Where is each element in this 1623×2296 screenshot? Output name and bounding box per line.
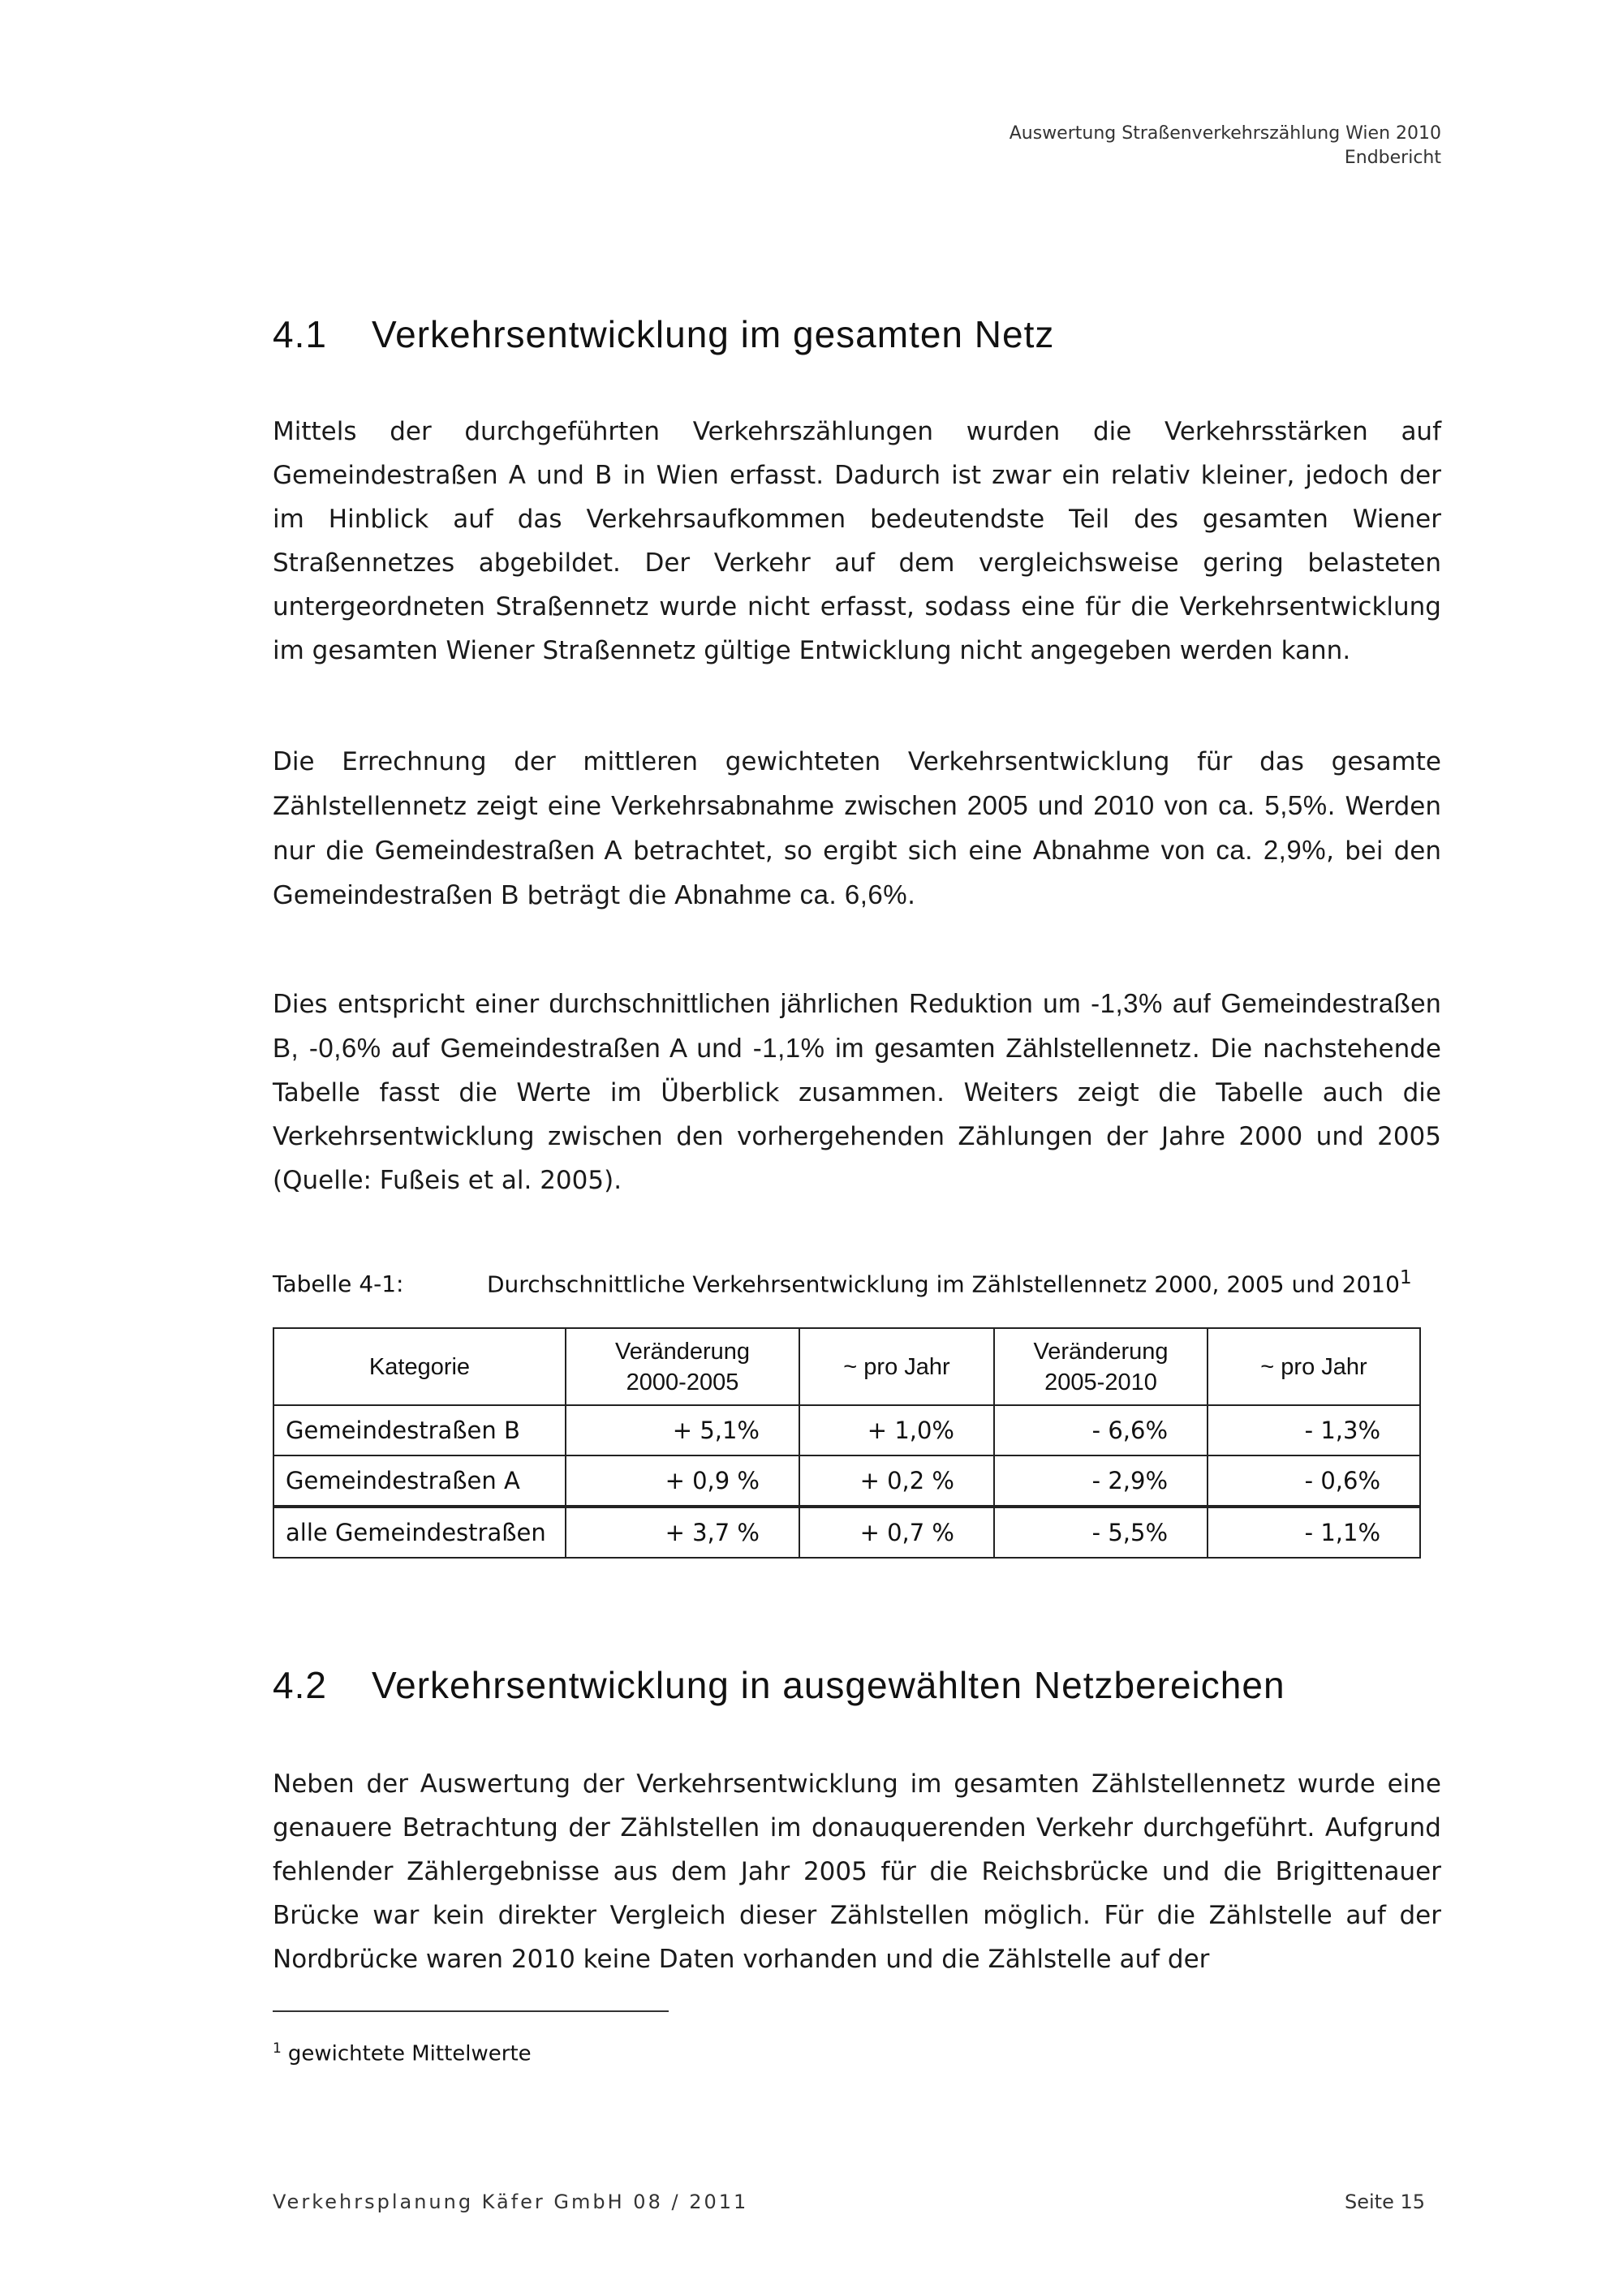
- table-row: [273, 1507, 1420, 1558]
- cell-category: Gemeindestraßen A: [273, 1455, 566, 1507]
- cell-value: + 1,0%: [799, 1405, 994, 1455]
- section-title: Verkehrsentwicklung im gesamten Netz: [372, 313, 1055, 355]
- development-table: [273, 1327, 1421, 1559]
- cell-value: + 0,2 %: [799, 1455, 994, 1507]
- text: . Werden nur die: [273, 792, 1441, 866]
- emphasis: Gemeindestraßen B: [273, 879, 519, 909]
- emphasis: Gemeindestraßen A: [374, 835, 623, 865]
- section-number: 4.1: [273, 313, 327, 355]
- caption-text: Durchschnittliche Verkehrsentwicklung im Zählstellennetz 2000, 2005 und 2010: [487, 1271, 1400, 1298]
- text: , bei den: [1326, 836, 1441, 866]
- section-number: 4.2: [273, 1664, 327, 1706]
- header-title: Auswertung Straßenverkehrszählung Wien 2010: [1009, 123, 1441, 144]
- col-header: Veränderung 2000-2005: [566, 1328, 799, 1405]
- footer-page-number: Seite 15: [1344, 2191, 1425, 2213]
- cell-value: + 3,7 %: [566, 1507, 799, 1558]
- footnote: [273, 2040, 532, 2066]
- cell-category: alle Gemeindestraßen: [273, 1507, 566, 1558]
- section-title: Verkehrsentwicklung in ausgewählten Netzbereichen: [372, 1664, 1285, 1706]
- table-caption: [273, 1266, 1412, 1297]
- col-header: ~ pro Jahr: [1208, 1328, 1420, 1405]
- section-heading-4-2: [273, 1663, 1285, 1707]
- running-header: [1010, 122, 1441, 170]
- footnote-divider: [273, 2010, 669, 2012]
- text: betrachtet, so ergibt sich eine: [622, 836, 1033, 866]
- emphasis: Abnahme ca. 6,6%: [674, 879, 908, 909]
- text: .: [907, 881, 915, 910]
- caption-label: Tabelle 4-1:: [273, 1271, 404, 1298]
- footnote-ref: 1: [1399, 1266, 1412, 1288]
- section-heading-4-1: [273, 312, 1054, 356]
- paragraph-2: [273, 740, 1441, 918]
- text: . Die nachstehende Tabelle fasst die Werte im Überblick zusammen. Weiters zeigt die Tabelle auch die Verkehrsentwicklung zwischen den vorhergehenden Zählungen der Jahre 2000 und 2005 (Quelle: Fußeis et al. 2005).: [273, 1034, 1441, 1195]
- table-header-row: [273, 1328, 1420, 1405]
- col-header: Veränderung 2005-2010: [994, 1328, 1208, 1405]
- text: Dies entspricht einer: [273, 990, 549, 1019]
- paragraph-1: Mittels der durchgeführten Verkehrszählungen wurden die Verkehrsstärken auf Gemeindestraßen A und B in Wien erfasst. Dadurch ist zwar ein relativ kleiner, jedoch der im Hinblick auf das Verkehrsaufkommen bedeutendste Teil des gesamten Wiener Straßennetzes abgebildet. Der Verkehr auf dem vergleichsweise gering belasteten untergeordneten Straßennetz wurde nicht erfasst, sodass eine für die Verkehrsentwicklung im gesamten Wiener Straßennetz gültige Entwicklung nicht angegeben werden kann.: [273, 417, 1441, 665]
- footnote-text: gewichtete Mittelwerte: [287, 2041, 532, 2066]
- header-subtitle: Endbericht: [1344, 148, 1441, 168]
- table-row: [273, 1455, 1420, 1507]
- cell-value: + 0,9 %: [566, 1455, 799, 1507]
- emphasis: Abnahme von ca. 2,9%: [1032, 835, 1327, 865]
- cell-category: Gemeindestraßen B: [273, 1405, 566, 1455]
- text: Die Errechnung der mittleren gewichteten Verkehrsentwicklung für das gesamte Zählstellennetz zeigt eine: [273, 747, 1441, 821]
- cell-value: - 2,9%: [994, 1455, 1208, 1507]
- cell-value: - 5,5%: [994, 1507, 1208, 1558]
- footnote-number: 1: [273, 2040, 282, 2057]
- emphasis: durchschnittlichen jährlichen Reduktion um -1,3% auf Gemeindestraßen B, -0,6% auf Gemeindestraßen A und -1,1% im gesamten Zählstellennetz: [273, 988, 1441, 1063]
- cell-value: - 0,6%: [1208, 1455, 1420, 1507]
- cell-value: - 6,6%: [994, 1405, 1208, 1455]
- table-row: [273, 1405, 1420, 1455]
- paragraph-3: [273, 982, 1441, 1202]
- col-header: Kategorie: [273, 1328, 566, 1405]
- footer-company: Verkehrsplanung Käfer GmbH 08 / 2011: [273, 2191, 749, 2213]
- text: beträgt die: [519, 881, 675, 910]
- cell-value: + 5,1%: [566, 1405, 799, 1455]
- cell-value: + 0,7 %: [799, 1507, 994, 1558]
- cell-value: - 1,1%: [1208, 1507, 1420, 1558]
- col-header: ~ pro Jahr: [799, 1328, 994, 1405]
- paragraph-4: Neben der Auswertung der Verkehrsentwicklung im gesamten Zählstellennetz wurde eine genauere Betrachtung der Zählstellen im donauquerenden Verkehr durchgeführt. Aufgrund fehlender Zählergebnisse aus dem Jahr 2005 für die Reichsbrücke und die Brigittenauer Brücke war kein direkter Vergleich dieser Zählstellen möglich. Für die Zählstelle auf der Nordbrücke waren 2010 keine Daten vorhanden und die Zählstelle auf der: [273, 1769, 1441, 1974]
- emphasis: Verkehrsabnahme zwischen 2005 und 2010 von ca. 5,5%: [611, 790, 1328, 820]
- cell-value: - 1,3%: [1208, 1405, 1420, 1455]
